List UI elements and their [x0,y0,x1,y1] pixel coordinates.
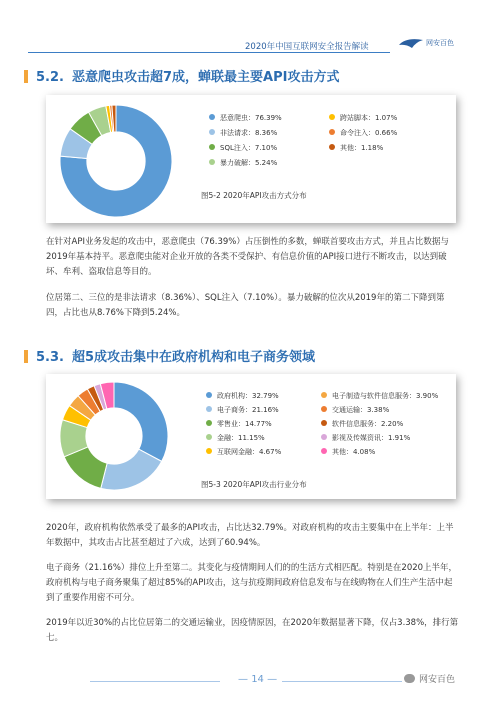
paragraph: 电子商务（21.16%）排位上升至第二。其变化与疫情期间人们的的生活方式相匹配。特别是在2020上半年，政府机构与电子商务聚集了超过85%的API攻击，这与抗疫期间政府信息发布与在线购物在人们生产生活中起到了重要作用密不可分。 [46,563,458,603]
section-marker [24,350,28,363]
legend-item: 影视及传媒资讯：1.91% [321,433,410,443]
legend-item: 零售业：14.77% [206,419,272,429]
legend-dot [206,448,212,454]
legend-dot [321,434,327,440]
legend-item: 命令注入：0.66% [329,128,397,138]
legend-item: 政府机构：32.79% [206,391,279,401]
legend-dot [209,129,215,135]
legend-dot [206,406,212,412]
legend-dot [206,392,212,398]
legend-item: 软件信息服务：2.20% [321,419,403,429]
donut-chart-attack-methods [58,103,174,219]
legend-dot [329,129,335,135]
legend-item: 跨站脚本：1.07% [329,113,397,123]
legend-item: 电子制造与软件信息服务：3.90% [321,391,438,401]
legend-item: 暴力破解：5.24% [209,158,277,168]
legend-item: 恶意爬虫：76.39% [209,113,282,123]
legend-dot [206,420,212,426]
chart-card-industries [46,374,456,499]
legend-dot [209,144,215,150]
header-title: 2020年中国互联网安全报告解读 [245,42,369,52]
legend-item: 其他：4.08% [321,447,375,457]
figure-caption: 图5-2 2020年API攻击方式分布 [201,191,307,200]
legend-item: 电子商务：21.16% [206,405,279,415]
legend-dot [329,144,335,150]
wechat-watermark: 网安百色 [404,672,455,685]
logo-mark-icon [398,36,424,50]
section-marker [24,70,28,83]
legend-item: 交通运输：3.38% [321,405,389,415]
donut-chart-industries [58,380,170,492]
logo [398,34,472,52]
figure-caption: 图5-3 2020年API攻击行业分布 [201,480,307,489]
logo-text: 网安百色 [426,39,454,47]
paragraph: 位居第二、三位的是非法请求（8.36%）、SQL注入（7.10%）。暴力破解的位次从2019年的第二下降到第四，占比也从8.76%下降到5.24%。 [46,293,445,318]
page-number: — 14 — [238,674,278,685]
legend-dot [209,114,215,120]
section-title-5-2: 5.2. 恶意爬虫攻击超7成，蝉联最主要API攻击方式 [24,66,339,85]
paragraph: 2020年，政府机构依然承受了最多的API攻击，占比达32.79%。对政府机构的攻击主要集中在上半年：上半年数据中，其攻击占比甚至超过了六成，达到了60.94%。 [46,523,454,548]
footer-rule-right [282,681,402,682]
legend-dot [206,434,212,440]
legend-dot [329,114,335,120]
legend-dot [321,392,327,398]
section-title-5-3: 5.3. 超5成攻击集中在政府机构和电子商务领域 [24,346,315,365]
chart-card-attack-methods [46,95,456,223]
legend-dot [321,406,327,412]
legend-dot [209,159,215,165]
legend-item: 其他：1.18% [329,143,383,153]
legend-item: 非法请求：8.36% [209,128,277,138]
paragraph: 2019年以近30%的占比位居第二的交通运输业，因疫情原因，在2020年数据显著下降，仅占3.38%，排行第七。 [46,618,459,643]
legend-item: 金融：11.15% [206,433,265,443]
legend-dot [321,420,327,426]
paragraph: 在针对API业务发起的攻击中，恶意爬虫（76.39%）占压倒性的多数，蝉联首要攻击方式，并且占比数据与2019年基本持平。恶意爬虫能对企业开放的各类不受保护、有信息价值的API接口进行不断攻击，以达到破坏、牟利、盗取信息等目的。 [46,237,449,277]
legend-item: 互联网金融：4.67% [206,447,281,457]
legend-dot [321,448,327,454]
legend-item: SQL注入：7.10% [209,143,277,153]
donut-slice-1 [114,382,168,461]
header-rule [28,52,390,53]
wechat-icon [404,674,415,683]
footer-rule-left [90,681,220,682]
